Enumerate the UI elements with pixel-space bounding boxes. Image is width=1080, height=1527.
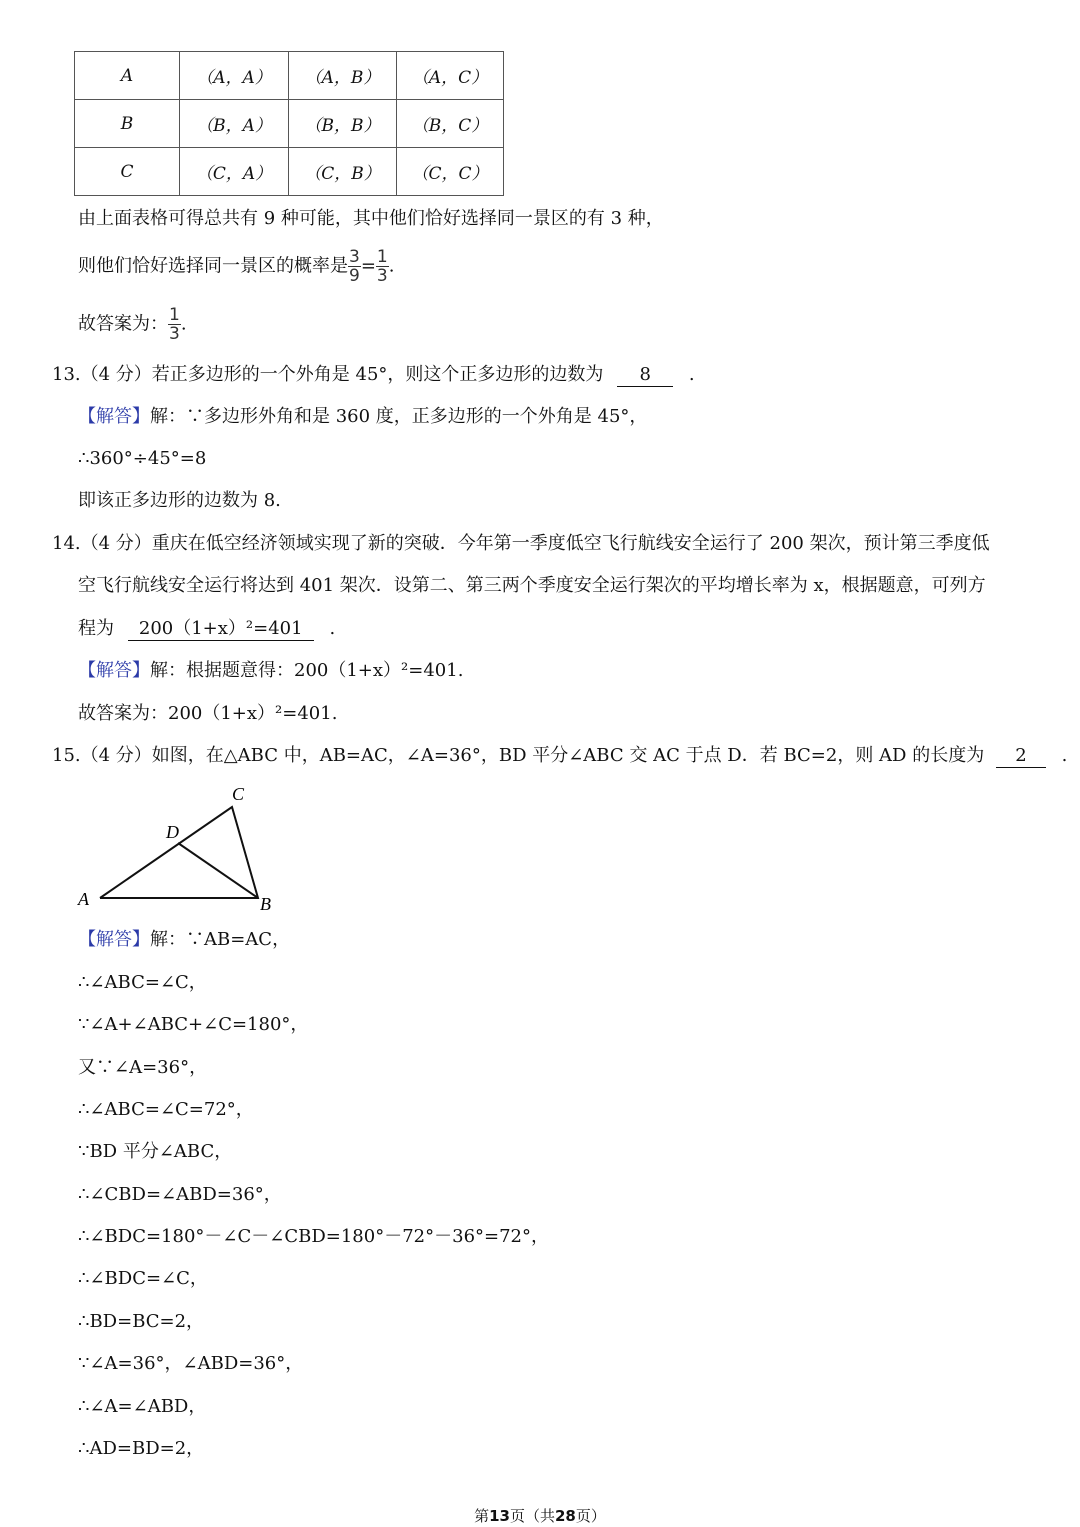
answer-blank: 8 bbox=[617, 364, 673, 387]
footer-text: 第 bbox=[474, 1507, 490, 1525]
table-cell: （C，C） bbox=[397, 148, 504, 196]
period: . bbox=[180, 313, 187, 335]
table-cell: B bbox=[75, 100, 180, 148]
question-text: 程为 bbox=[78, 618, 114, 639]
q14-solution-line: 故答案为：200（1+x）²=401. bbox=[78, 703, 338, 724]
fraction-denominator: 3 bbox=[376, 266, 388, 286]
fraction-denominator: 3 bbox=[169, 324, 180, 344]
q15-solution-line: ∴AD=BD=2， bbox=[78, 1438, 205, 1459]
period: . bbox=[1061, 745, 1068, 766]
q15-solution-line: ∴∠ABC=∠C， bbox=[78, 972, 207, 993]
table-cell: （A，C） bbox=[397, 52, 504, 100]
table-row bbox=[75, 148, 504, 196]
footer-text: 页（共 bbox=[509, 1507, 555, 1525]
table-cell: （C，B） bbox=[289, 148, 397, 196]
label-a: A bbox=[78, 889, 89, 909]
q15-solution-line: ∴∠ABC=∠C=72°， bbox=[78, 1099, 254, 1120]
answer-label: 故答案为： bbox=[78, 313, 168, 335]
table-cell: （C，A） bbox=[180, 148, 289, 196]
solution-tag: 【解答】 bbox=[78, 660, 150, 681]
table-cell: A bbox=[75, 52, 180, 100]
q15-solution-line: ∴BD=BC=2， bbox=[78, 1311, 205, 1332]
q15-stem bbox=[52, 743, 1067, 769]
q14-stem-line: 14.（4 分）重庆在低空经济领域实现了新的突破．今年第一季度低空飞行航线安全运行了 200 架次，预计第三季度低 bbox=[52, 533, 990, 554]
q15-solution-line: ∴∠CBD=∠ABD=36°， bbox=[78, 1184, 282, 1205]
answer-blank: 2 bbox=[996, 745, 1046, 768]
table-cell: （A，A） bbox=[180, 52, 289, 100]
q12-answer-line bbox=[78, 306, 187, 343]
q15-solution-line: 又∵∠A=36°， bbox=[78, 1057, 208, 1078]
footer-text: 页） bbox=[575, 1507, 606, 1525]
fraction bbox=[168, 306, 181, 343]
q15-solution-line: ∴∠BDC=180°－∠C－∠CBD=180°－72°－36°=72°， bbox=[78, 1226, 550, 1247]
q13-solution-line bbox=[78, 404, 647, 430]
page-number: 13 bbox=[489, 1507, 510, 1525]
fraction-denominator: 9 bbox=[349, 266, 360, 286]
q12-probability-text: 则他们恰好选择同一景区的概率是 bbox=[78, 255, 348, 277]
fraction-numerator: 1 bbox=[169, 305, 180, 325]
question-text: 13.（4 分）若正多边形的一个外角是 45°，则这个正多边形的边数为 bbox=[52, 364, 604, 385]
question-text: 15.（4 分）如图，在△ABC 中，AB=AC，∠A=36°，BD 平分∠ABC 交 AC 于点 D．若 BC=2，则 AD 的长度为 bbox=[52, 745, 985, 766]
q15-solution-line: ∴∠A=∠ABD， bbox=[78, 1396, 207, 1417]
solution-tag: 【解答】 bbox=[78, 406, 150, 427]
segment-bd bbox=[178, 843, 258, 898]
period: . bbox=[388, 255, 395, 277]
q14-solution-line bbox=[78, 658, 463, 684]
q14-stem-line: 空飞行航线安全运行将达到 401 架次．设第二、第三两个季度安全运行架次的平均增长率为 x，根据题意，可列方 bbox=[78, 575, 986, 596]
fraction-numerator: 3 bbox=[349, 247, 360, 267]
label-c: C bbox=[232, 784, 245, 804]
table-cell: （B，A） bbox=[180, 100, 289, 148]
total-pages: 28 bbox=[555, 1507, 576, 1525]
solution-text: 解：∵多边形外角和是 360 度，正多边形的一个外角是 45°， bbox=[150, 406, 648, 427]
solution-tag: 【解答】 bbox=[78, 929, 150, 950]
fraction-numerator: 1 bbox=[376, 247, 388, 267]
q15-solution-line bbox=[78, 927, 290, 953]
q13-solution-line: 即该正多边形的边数为 8. bbox=[78, 490, 281, 511]
triangle-figure bbox=[70, 780, 290, 915]
label-d: D bbox=[166, 822, 179, 842]
q15-solution-line: ∵BD 平分∠ABC， bbox=[78, 1141, 233, 1162]
q12-text-line: 由上面表格可得总共有 9 种可能，其中他们恰好选择同一景区的有 3 种， bbox=[78, 208, 664, 229]
table-cell: C bbox=[75, 148, 180, 196]
equals-sign: = bbox=[360, 255, 376, 277]
q13-solution-line: ∴360°÷45°=8 bbox=[78, 448, 207, 469]
period: . bbox=[329, 618, 336, 639]
table-cell: （B，C） bbox=[397, 100, 504, 148]
q13-stem bbox=[52, 362, 695, 388]
table-row bbox=[75, 100, 504, 148]
label-b: B bbox=[260, 894, 271, 914]
q15-solution-line: ∵∠A+∠ABC+∠C=180°， bbox=[78, 1014, 309, 1035]
fraction bbox=[348, 248, 361, 285]
answer-blank: 200（1+x）²=401 bbox=[128, 618, 314, 641]
q12-probability-line bbox=[78, 248, 394, 285]
triangle-abc bbox=[100, 807, 258, 898]
q15-solution-line: ∵∠A=36°，∠ABD=36°， bbox=[78, 1353, 304, 1374]
fraction bbox=[376, 248, 389, 285]
solution-text: 解：∵AB=AC， bbox=[150, 929, 291, 950]
outcome-table bbox=[74, 51, 504, 196]
q15-solution-line: ∴∠BDC=∠C， bbox=[78, 1268, 208, 1289]
solution-text: 解：根据题意得：200（1+x）²=401. bbox=[150, 660, 464, 681]
table-cell: （B，B） bbox=[289, 100, 397, 148]
table-cell: （A，B） bbox=[289, 52, 397, 100]
period: . bbox=[688, 364, 695, 385]
table-row bbox=[75, 52, 504, 100]
q14-stem-line bbox=[78, 616, 335, 642]
page-footer bbox=[0, 1505, 1080, 1526]
